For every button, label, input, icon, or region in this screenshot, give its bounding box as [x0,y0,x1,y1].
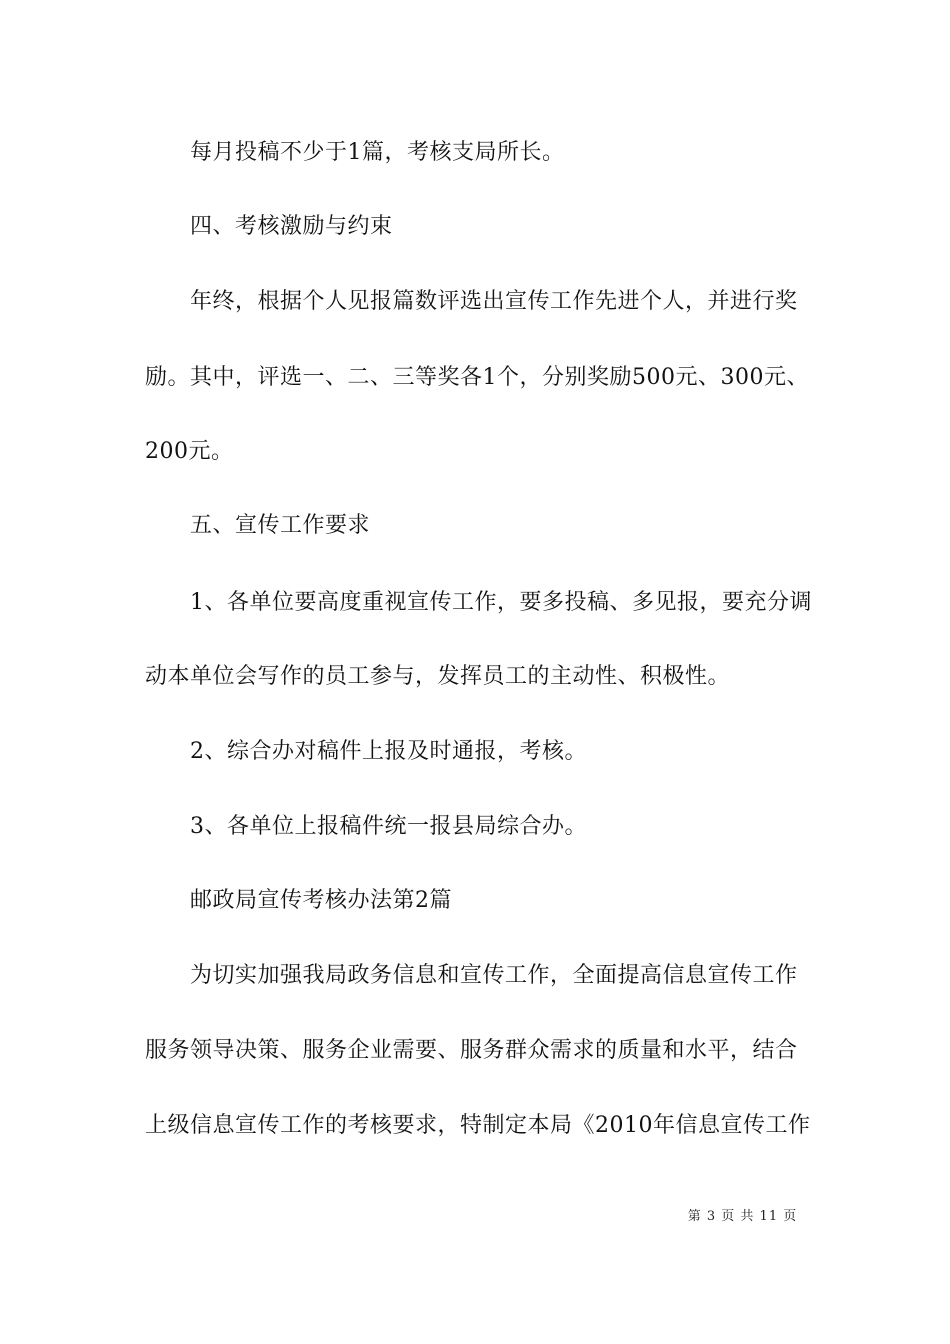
paragraph-line: 为切实加强我局政务信息和宣传工作，全面提高信息宣传工作 [190,963,798,988]
paragraph-line: 2、综合办对稿件上报及时通报，考核。 [190,739,587,764]
paragraph-line: 3、各单位上报稿件统一报县局综合办。 [190,814,587,839]
section-heading: 四、考核激励与约束 [190,214,393,239]
paragraph-line: 1、各单位要高度重视宣传工作，要多投稿、多见报，要充分调 [190,590,812,615]
page-number: 第 3 页 共 11 页 [687,1209,798,1224]
paragraph-line: 服务领导决策、服务企业需要、服务群众需求的质量和水平，结合 [145,1038,798,1063]
paragraph-line: 动本单位会写作的员工参与，发挥员工的主动性、积极性。 [145,664,731,689]
paragraph-line: 年终，根据个人见报篇数评选出宣传工作先进个人，并进行奖 [190,289,798,314]
paragraph-line: 200元。 [145,439,234,464]
paragraph-line: 每月投稿不少于1篇，考核支局所长。 [190,140,565,165]
section-heading: 五、宣传工作要求 [190,513,371,538]
page-footer [0,1208,810,1226]
paragraph-line: 励。其中，评选一、二、三等奖各1个，分别奖励500元、300元、 [145,365,809,390]
paragraph-line: 上级信息宣传工作的考核要求，特制定本局《2010年信息宣传工作 [145,1113,811,1138]
article-title: 邮政局宣传考核办法第2篇 [190,888,452,913]
